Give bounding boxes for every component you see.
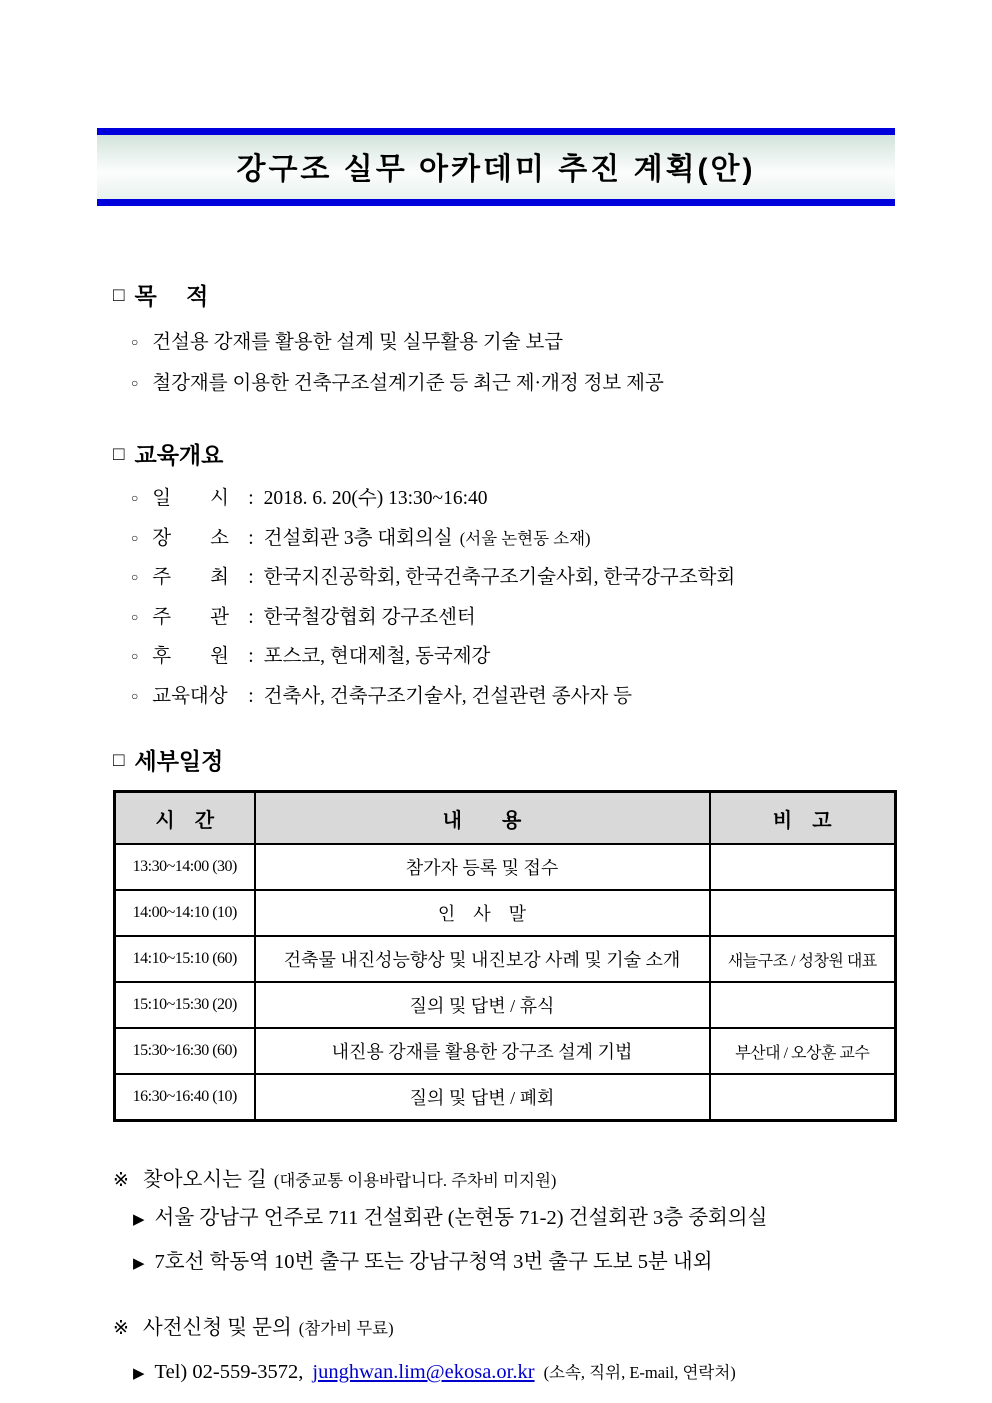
directions-address-text: 서울 강남구 언주로 711 건설회관 (논현동 71-2) 건설회관 3층 중회의실 <box>154 1207 768 1229</box>
colon: : <box>248 685 254 707</box>
cell-note <box>710 890 896 936</box>
purpose-heading <box>113 278 897 311</box>
cell-content: 건축물 내진성능향상 및 내진보강 사례 및 기술 소개 <box>255 936 710 982</box>
square-bullet-icon: □ <box>113 443 125 465</box>
directions-heading-note: (대중교통 이용바랍니다. 주차비 미지원) <box>273 1171 557 1190</box>
item-label: 주 최 <box>152 567 229 588</box>
list-item <box>131 323 897 364</box>
overview-heading-label: 교육개요 <box>134 442 224 468</box>
colon: : <box>248 567 254 588</box>
circle-bullet-icon: ○ <box>131 335 139 349</box>
square-bullet-icon: □ <box>113 284 125 306</box>
cell-note <box>710 1074 896 1121</box>
cell-time: 15:10~15:30 (20) <box>115 982 255 1028</box>
purpose-heading-label: 목 적 <box>134 283 209 309</box>
table-row <box>115 1028 896 1074</box>
list-item <box>131 364 897 405</box>
colon: : <box>248 606 254 628</box>
cell-time: 14:00~14:10 (10) <box>115 890 255 936</box>
banner-top-bar <box>97 128 895 135</box>
contact-line <box>133 1356 897 1390</box>
overview-item-audience <box>131 678 897 718</box>
section-directions <box>97 1162 897 1280</box>
col-header-note: 비 고 <box>710 792 896 845</box>
item-value: 건축사, 건축구조기술사, 건설관련 종사자 등 <box>263 685 632 707</box>
cell-content: 질의 및 답변 / 폐회 <box>255 1074 710 1121</box>
schedule-table <box>113 790 897 1122</box>
overview-item-datetime <box>131 480 897 520</box>
item-label: 주 관 <box>152 606 229 628</box>
page-title: 강구조 실무 아카데미 추진 계획(안) <box>236 153 756 186</box>
cell-note: 새늘구조 / 성창원 대표 <box>710 936 896 982</box>
schedule-heading-label: 세부일정 <box>134 748 224 774</box>
table-row <box>115 936 896 982</box>
table-row <box>115 1074 896 1121</box>
cell-note <box>710 844 896 890</box>
item-value: 포스코, 현대제철, 동국제강 <box>263 646 491 667</box>
circle-bullet-icon: ○ <box>131 609 139 624</box>
arrow-bullet-icon: ▶ <box>133 1366 145 1382</box>
registration-heading-label: 사전신청 및 문의 <box>142 1317 292 1339</box>
directions-heading-label: 찾아오시는 길 <box>142 1169 267 1191</box>
overview-item-sponsor <box>131 638 897 678</box>
schedule-heading <box>113 743 897 776</box>
colon: : <box>248 488 254 509</box>
circle-bullet-icon: ○ <box>131 376 139 390</box>
registration-heading <box>113 1310 897 1340</box>
arrow-bullet-icon: ▶ <box>133 1212 145 1228</box>
table-row <box>115 982 896 1028</box>
cell-content: 질의 및 답변 / 휴식 <box>255 982 710 1028</box>
section-schedule <box>97 743 897 1122</box>
overview-item-organizer <box>131 599 897 639</box>
item-note: (서울 논현동 소재) <box>459 528 591 548</box>
overview-heading <box>113 437 897 470</box>
colon: : <box>248 527 254 549</box>
email-link[interactable]: junghwan.lim@ekosa.or.kr <box>312 1361 535 1383</box>
col-header-content: 내 용 <box>255 792 710 845</box>
item-label: 후 원 <box>152 646 229 667</box>
cell-content: 참가자 등록 및 접수 <box>255 844 710 890</box>
col-header-time: 시 간 <box>115 792 255 845</box>
title-banner <box>97 128 895 206</box>
circle-bullet-icon: ○ <box>131 530 139 545</box>
registration-heading-note: (참가비 무료) <box>298 1319 394 1338</box>
table-row <box>115 844 896 890</box>
contact-note: (소속, 직위, E-mail, 연락처) <box>543 1363 736 1382</box>
item-label: 장 소 <box>152 527 229 549</box>
circle-bullet-icon: ○ <box>131 649 139 663</box>
colon: : <box>248 646 254 667</box>
circle-bullet-icon: ○ <box>131 491 139 505</box>
circle-bullet-icon: ○ <box>131 688 139 703</box>
item-value: 2018. 6. 20(수) 13:30~16:40 <box>263 488 488 509</box>
cell-note <box>710 982 896 1028</box>
banner-bottom-bar <box>97 199 895 206</box>
cell-content: 내진용 강재를 활용한 강구조 설계 기법 <box>255 1028 710 1074</box>
purpose-item-text: 건설용 강재를 활용한 설계 및 실무활용 기술 보급 <box>152 332 564 353</box>
item-value: 한국철강협회 강구조센터 <box>263 606 476 628</box>
purpose-item-text: 철강재를 이용한 건축구조설계기준 등 최근 제·개정 정보 제공 <box>152 373 664 394</box>
item-label: 일 시 <box>152 488 229 509</box>
table-row <box>115 890 896 936</box>
directions-heading <box>113 1162 897 1192</box>
cell-time: 13:30~14:00 (30) <box>115 844 255 890</box>
section-registration <box>97 1310 897 1390</box>
cell-time: 15:30~16:30 (60) <box>115 1028 255 1074</box>
section-purpose <box>97 278 897 405</box>
item-value: 건설회관 3층 대회의실 <box>263 527 453 549</box>
arrow-bullet-icon: ▶ <box>133 1256 145 1272</box>
overview-item-venue <box>131 520 897 560</box>
reference-mark-icon: ※ <box>113 1170 129 1191</box>
directions-subway <box>133 1246 897 1280</box>
directions-address <box>133 1202 897 1236</box>
directions-subway-text: 7호선 학동역 10번 출구 또는 강남구청역 3번 출구 도보 5분 내외 <box>154 1251 713 1273</box>
item-value: 한국지진공학회, 한국건축구조기술사회, 한국강구조학회 <box>263 567 736 588</box>
cell-time: 14:10~15:10 (60) <box>115 936 255 982</box>
table-header-row <box>115 792 896 845</box>
cell-content: 인 사 말 <box>255 890 710 936</box>
reference-mark-icon: ※ <box>113 1318 129 1339</box>
overview-item-host <box>131 559 897 599</box>
item-label: 교육대상 <box>152 685 228 707</box>
cell-time: 16:30~16:40 (10) <box>115 1074 255 1121</box>
square-bullet-icon: □ <box>113 749 125 771</box>
section-overview <box>97 437 897 717</box>
tel-label: Tel) 02-559-3572, <box>154 1361 304 1383</box>
cell-note: 부산대 / 오상훈 교수 <box>710 1028 896 1074</box>
circle-bullet-icon: ○ <box>131 570 139 584</box>
